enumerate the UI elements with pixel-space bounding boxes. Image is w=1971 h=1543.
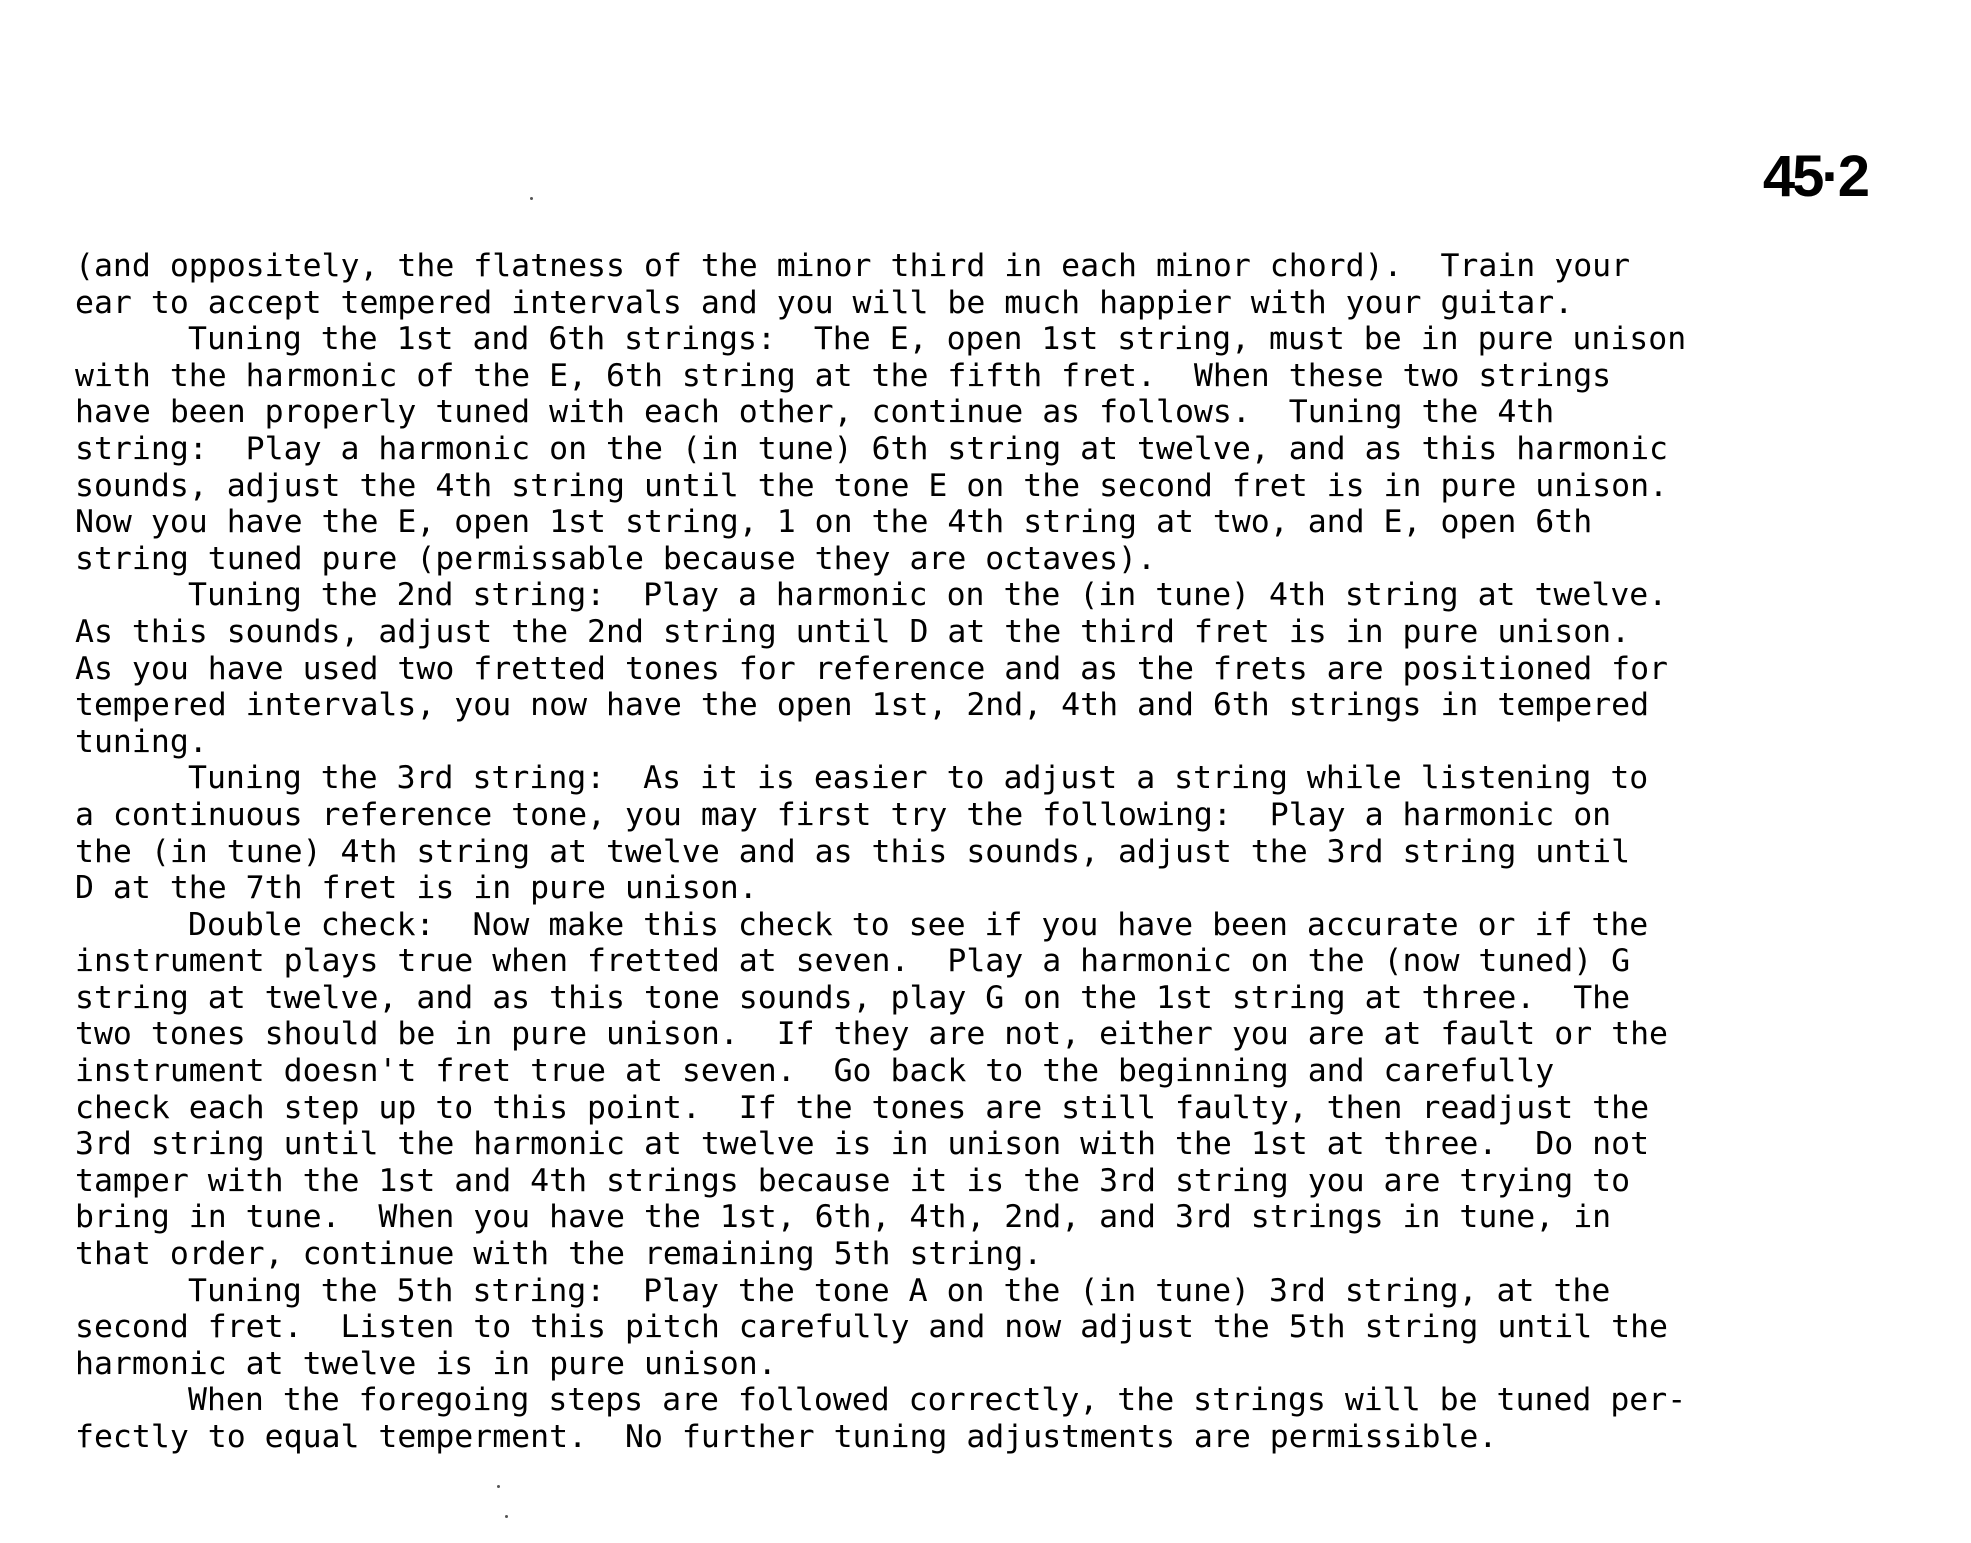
text-line: Now you have the E, open 1st string, 1 on the 4th string at two, and E, open 6th bbox=[75, 504, 1593, 541]
text-line: fectly to equal temperment. No further tuning adjustments are permissible. bbox=[75, 1419, 1498, 1455]
text-line: string: Play a harmonic on the (in tune) 6th string at twelve, and as this harmonic bbox=[75, 430, 1669, 467]
scan-speck bbox=[497, 1485, 500, 1488]
text-line: Tuning the 5th string: Play the tone A on the (in tune) 3rd string, at the bbox=[188, 1272, 1611, 1309]
text-line: As this sounds, adjust the 2nd string until D at the third fret is in pure unison. bbox=[75, 613, 1631, 650]
text-line: instrument doesn't fret true at seven. Go back to the beginning and carefully bbox=[75, 1053, 1555, 1090]
scan-speck bbox=[530, 197, 533, 200]
text-line: 3rd string until the harmonic at twelve is in unison with the 1st at three. Do not bbox=[75, 1126, 1650, 1163]
text-line: sounds, adjust the 4th string until the tone E on the second fret is in pure unison. bbox=[75, 467, 1669, 504]
scan-speck bbox=[505, 1515, 508, 1518]
text-line: ear to accept tempered intervals and you will be much happier with your guitar. bbox=[75, 284, 1574, 321]
page-number: 45·2 bbox=[1762, 144, 1867, 209]
text-line: tuning. bbox=[75, 723, 208, 760]
text-line: harmonic at twelve is in pure unison. bbox=[75, 1345, 777, 1382]
text-line: two tones should be in pure unison. If they are not, either you are at fault or the bbox=[75, 1016, 1669, 1053]
text-line: Tuning the 2nd string: Play a harmonic on the (in tune) 4th string at twelve. bbox=[188, 577, 1668, 614]
text-line: check each step up to this point. If the tones are still faulty, then readjust the bbox=[75, 1089, 1650, 1126]
text-line: D at the 7th fret is in pure unison. bbox=[75, 870, 758, 907]
text-line: string tuned pure (permissable because they are octaves). bbox=[75, 540, 1156, 577]
text-line: (and oppositely, the flatness of the minor third in each minor chord). Train your bbox=[75, 248, 1631, 284]
text-line: have been properly tuned with each other, continue as follows. Tuning the 4th bbox=[75, 394, 1555, 431]
text-line: When the foregoing steps are followed correctly, the strings will be tuned per- bbox=[188, 1382, 1687, 1419]
body-text bbox=[75, 248, 1915, 1456]
text-line: As you have used two fretted tones for reference and as the frets are positioned for bbox=[75, 650, 1669, 687]
text-line: with the harmonic of the E, 6th string at the fifth fret. When these two strings bbox=[75, 357, 1612, 394]
text-line: tempered intervals, you now have the open 1st, 2nd, 4th and 6th strings in tempered bbox=[75, 687, 1650, 724]
text-line: Double check: Now make this check to see if you have been accurate or if the bbox=[188, 906, 1649, 943]
text-line: bring in tune. When you have the 1st, 6th, 4th, 2nd, and 3rd strings in tune, in bbox=[75, 1199, 1612, 1236]
text-line: Tuning the 1st and 6th strings: The E, open 1st string, must be in pure unison bbox=[188, 321, 1687, 358]
text-line: a continuous reference tone, you may first try the following: Play a harmonic on bbox=[75, 796, 1612, 833]
text-line: that order, continue with the remaining 5th string. bbox=[75, 1236, 1043, 1273]
text-line: the (in tune) 4th string at twelve and as this sounds, adjust the 3rd string until bbox=[75, 833, 1631, 870]
text-line: tamper with the 1st and 4th strings because it is the 3rd string you are trying to bbox=[75, 1162, 1631, 1199]
text-line: instrument plays true when fretted at seven. Play a harmonic on the (now tuned) G bbox=[75, 943, 1631, 980]
text-line: second fret. Listen to this pitch carefully and now adjust the 5th string until the bbox=[75, 1309, 1669, 1346]
text-line: string at twelve, and as this tone sounds, play G on the 1st string at three. The bbox=[75, 979, 1631, 1016]
text-line: Tuning the 3rd string: As it is easier to adjust a string while listening to bbox=[188, 760, 1649, 797]
